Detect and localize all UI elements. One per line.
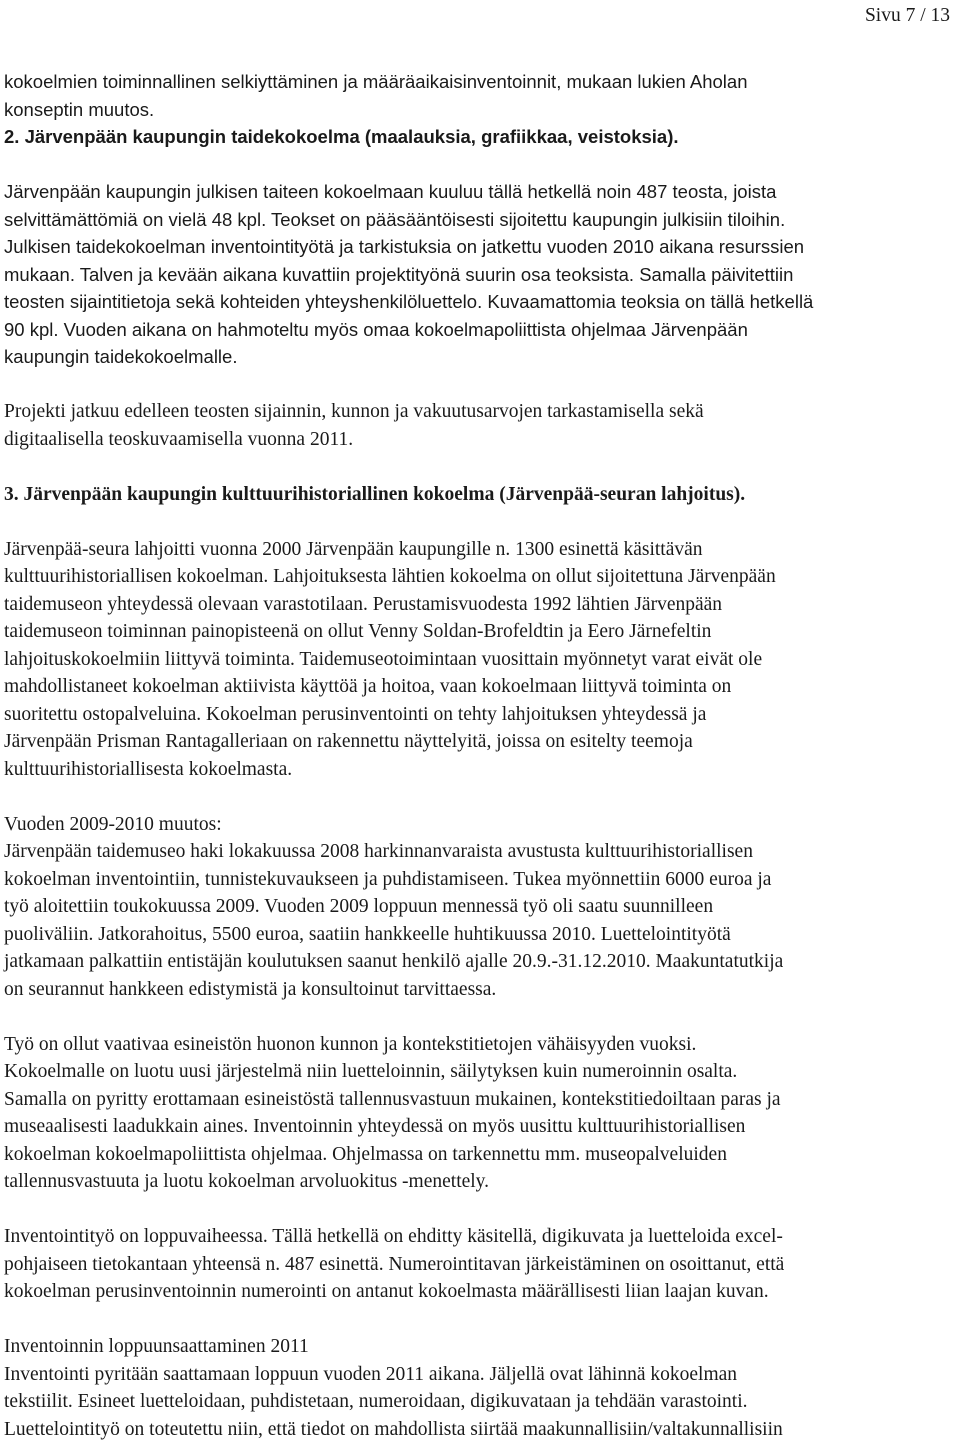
paragraph: [4, 1223, 956, 1306]
text-line: digitaalisella teoskuvaamisella vuonna 2011.: [4, 426, 956, 454]
paragraph: [4, 398, 956, 453]
text-line: teosten sijaintitietoja sekä kohteiden yhteyshenkilöluettelo. Kuvaamattomia teoksia on tällä hetkellä: [4, 288, 956, 316]
text-line: Vuoden 2009-2010 muutos:: [4, 811, 956, 839]
paragraph-spacer: [4, 508, 956, 536]
text-line: suoritettu ostopalveluina. Kokoelman perusinventointi on tehty lahjoituksen yhteydessä ja: [4, 701, 956, 729]
text-line: Järvenpään kaupungin julkisen taiteen kokoelmaan kuuluu tällä hetkellä noin 487 teosta, joista: [4, 178, 956, 206]
text-line: Inventointi pyritään saattamaan loppuun vuoden 2011 aikana. Jäljellä ovat lähinnä kokoelman: [4, 1361, 956, 1389]
text-line: Inventointityö on loppuvaiheessa. Tällä hetkellä on ehditty käsitellä, digikuvata ja luetteloida excel-: [4, 1223, 956, 1251]
text-line: mukaan. Talven ja kevään aikana kuvattiin projektityönä suurin osa teoksista. Samalla päivitettiin: [4, 261, 956, 289]
paragraph-spacer: [4, 1003, 956, 1031]
text-line: kokoelman kokoelmapoliittista ohjelmaa. Ohjelmassa on tarkennettu mm. museopalveluiden: [4, 1141, 956, 1169]
text-line: Samalla on pyritty erottamaan esineistöstä tallennusvastuun mukainen, kontekstitiedoiltaan paras ja: [4, 1086, 956, 1114]
section-heading: [4, 123, 956, 151]
text-line: pohjaiseen tietokantaan yhteensä n. 487 esinettä. Numerointitavan järkeistäminen on osoittanut, että: [4, 1251, 956, 1279]
text-line: työ aloitettiin toukokuussa 2009. Vuoden 2009 loppuun mennessä työ oli saatu suunnilleen: [4, 893, 956, 921]
text-line: kaupungin taidekokoelmalle.: [4, 343, 956, 371]
paragraph: [4, 811, 956, 1004]
text-line: kulttuurihistoriallisen kokoelman. Lahjoituksesta lähtien kokoelma on ollut sijoitettuna Järvenpään: [4, 563, 956, 591]
text-line: lahjoituskokoelmiin liittyvä toiminta. Taidemuseotoimintaan vuosittain myönnetyt varat eivät ole: [4, 646, 956, 674]
text-line: taidemuseon yhteydessä olevaan varastotilaan. Perustamisvuodesta 1992 lähtien Järvenpään: [4, 591, 956, 619]
text-line: tallennusvastuuta ja luotu kokoelman arvoluokitus -menettely.: [4, 1168, 956, 1196]
page-number: Sivu 7 / 13: [865, 2, 950, 30]
text-line: jatkamaan palkattiin entistäjän koulutuksen saanut henkilö ajalle 20.9.-31.12.2010. Maakuntatutkija: [4, 948, 956, 976]
paragraph-spacer: [4, 1196, 956, 1224]
text-line: Työ on ollut vaativaa esineistön huonon kunnon ja kontekstitietojen vähäisyyden vuoksi.: [4, 1031, 956, 1059]
text-line: kokoelman perusinventoinnin numerointi on antanut kokoelmasta määrällisesti liian laajan kuvan.: [4, 1278, 956, 1306]
paragraph: [4, 536, 956, 784]
paragraph: [4, 68, 956, 123]
text-line: 3. Järvenpään kaupungin kulttuurihistoriallinen kokoelma (Järvenpää-seuran lahjoitus).: [4, 481, 956, 509]
text-line: on seurannut hankkeen edistymistä ja konsultoinut tarvittaessa.: [4, 976, 956, 1004]
section-heading: [4, 481, 956, 509]
text-line: puoliväliin. Jatkorahoitus, 5500 euroa, saatiin hankkeelle huhtikuussa 2010. Luettelointityötä: [4, 921, 956, 949]
text-line: Julkisen taidekokoelman inventointityötä ja tarkistuksia on jatkettu vuoden 2010 aikana resurssien: [4, 233, 956, 261]
text-line: Projekti jatkuu edelleen teosten sijainnin, kunnon ja vakuutusarvojen tarkastamisella sekä: [4, 398, 956, 426]
paragraph-spacer: [4, 783, 956, 811]
paragraph: [4, 1031, 956, 1196]
text-line: 90 kpl. Vuoden aikana on hahmoteltu myös omaa kokoelmapoliittista ohjelmaa Järvenpään: [4, 316, 956, 344]
text-line: mahdollistaneet kokoelman aktiivista käyttöä ja hoitoa, vaan kokoelmaan liittyvä toiminta on: [4, 673, 956, 701]
paragraph-spacer: [4, 151, 956, 179]
text-line: 2. Järvenpään kaupungin taidekokoelma (maalauksia, grafiikkaa, veistoksia).: [4, 123, 956, 151]
paragraph-spacer: [4, 453, 956, 481]
text-line: Järvenpään taidemuseo haki lokakuussa 2008 harkinnanvaraista avustusta kulttuurihistoriallisen: [4, 838, 956, 866]
text-line: museaalisesti laadukkain aines. Inventoinnin yhteydessä on myös uusittu kulttuurihistoriallisen: [4, 1113, 956, 1141]
text-line: Inventoinnin loppuunsaattaminen 2011: [4, 1333, 956, 1361]
text-line: Kokoelmalle on luotu uusi järjestelmä niin luetteloinnin, säilytyksen kuin numeroinnin osalta.: [4, 1058, 956, 1086]
paragraph-spacer: [4, 1306, 956, 1334]
text-line: kulttuurihistoriallisesta kokoelmasta.: [4, 756, 956, 784]
document-body: [4, 68, 956, 1443]
text-line: kokoelman inventointiin, tunnistekuvaukseen ja puhdistamiseen. Tukea myönnettiin 6000 euroa ja: [4, 866, 956, 894]
text-line: kokoelmien toiminnallinen selkiyttäminen ja määräaikaisinventoinnit, mukaan lukien Aholan: [4, 68, 956, 96]
paragraph: [4, 178, 956, 371]
text-line: Luettelointityö on toteutettu niin, että tiedot on mahdollista siirtää maakunnallisiin/valtakunnallisiin: [4, 1416, 956, 1443]
text-line: taidemuseon toiminnan painopisteenä on ollut Venny Soldan-Brofeldtin ja Eero Järnefeltin: [4, 618, 956, 646]
text-line: konseptin muutos.: [4, 96, 956, 124]
text-line: selvittämättömiä on vielä 48 kpl. Teokset on pääsääntöisesti sijoitettu kaupungin julkisiin tiloihin.: [4, 206, 956, 234]
text-line: Järvenpää-seura lahjoitti vuonna 2000 Järvenpään kaupungille n. 1300 esinettä käsittävän: [4, 536, 956, 564]
text-line: Järvenpään Prisman Rantagalleriaan on rakennettu näyttelyitä, joissa on esitelty teemoja: [4, 728, 956, 756]
text-line: tekstiilit. Esineet luetteloidaan, puhdistetaan, numeroidaan, digikuvataan ja tehdään varastointi.: [4, 1388, 956, 1416]
paragraph: [4, 1333, 956, 1443]
paragraph-spacer: [4, 371, 956, 399]
